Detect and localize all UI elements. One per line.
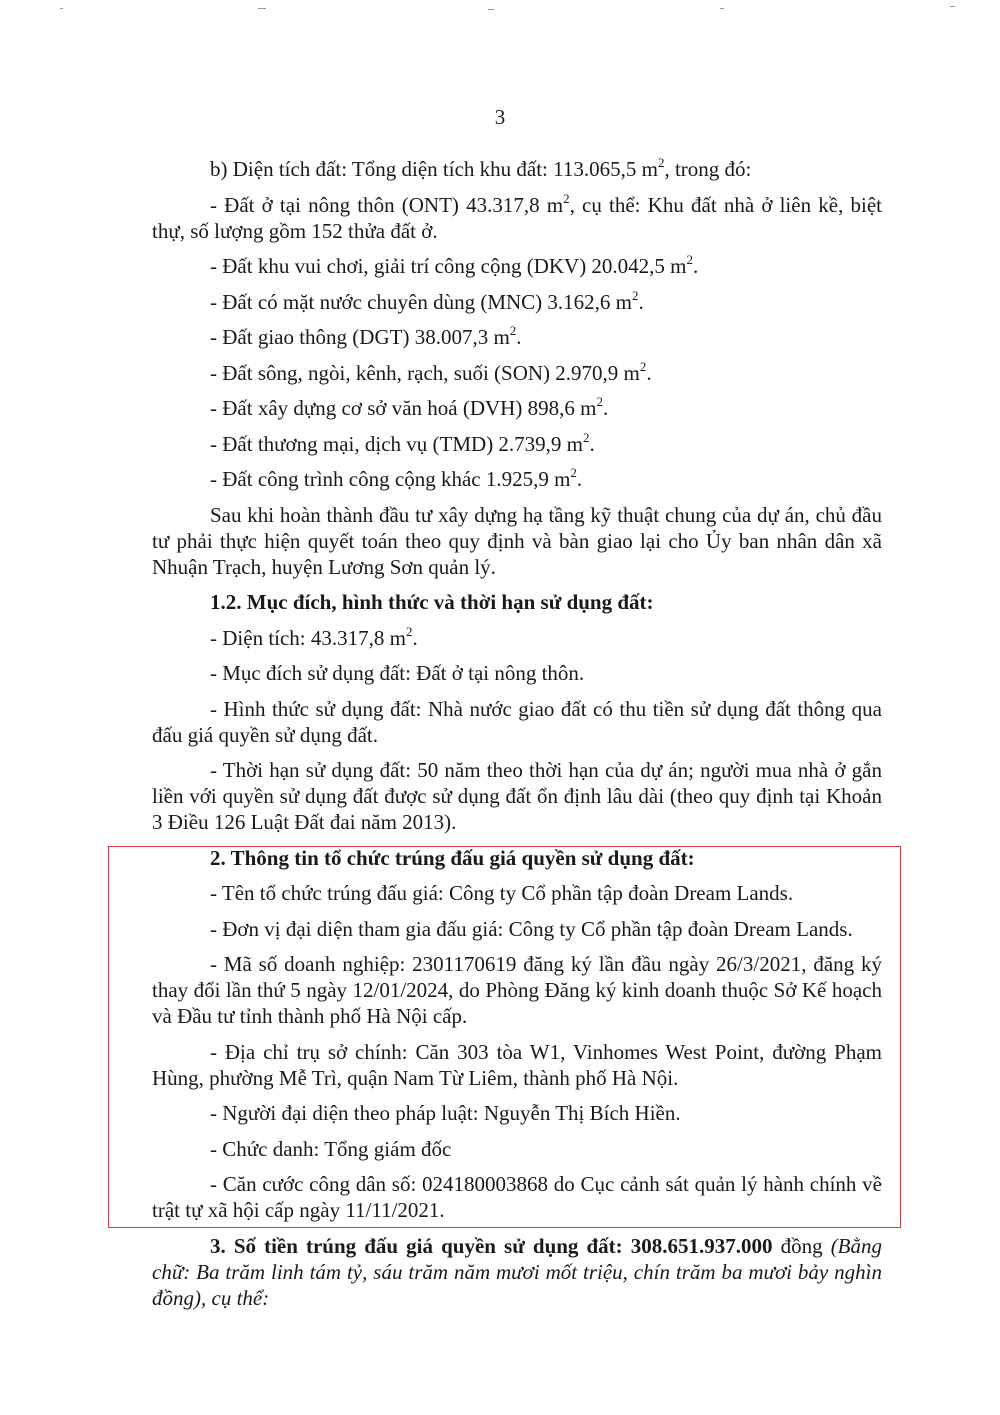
paragraph-son: - Đất sông, ngòi, kênh, rạch, suối (SON) 2.970,9 $m^2$. bbox=[210, 358, 652, 385]
paragraph-form: - Hình thức sử dụng đất: Nhà nước giao đất có thu tiền sử dụng đất thông qua đấu giá quyền sử dụng đất. bbox=[152, 696, 882, 747]
paragraph-public-works: - Đất công trình công cộng khác 1.925,9 $m^2$. bbox=[210, 465, 583, 491]
body-text bbox=[152, 156, 882, 1320]
paragraph-citizen-id: - Căn cước công dân số: 024180003868 do Cục cảnh sát quản lý hành chính về trật tự xã hội cấp ngày 11/11/2021. bbox=[152, 1172, 882, 1222]
paragraph-dvh: - Đất xây dựng cơ sở văn hoá (DVH) 898,6 $m^2$. bbox=[210, 394, 609, 420]
paragraph-purpose: - Mục đích sử dụng đất: Đất ở tại nông thôn. bbox=[210, 661, 585, 685]
paragraph-address: - Địa chỉ trụ sở chính: Căn 303 tòa W1, Vinhomes West Point, đường Phạm Hùng, phường Mễ Trì, quận Nam Từ Liêm, thành phố Hà Nội. bbox=[152, 1039, 882, 1090]
paragraph-handover: Sau khi hoàn thành đầu tư xây dựng hạ tầng kỹ thuật chung của dự án, chủ đầu tư phải thực hiện quyết toán theo quy định và bàn giao lại cho Ủy ban nhân dân xã Nhuận Trạch, huyện Lương Sơn quản lý. bbox=[152, 502, 882, 579]
page-number: 3 bbox=[494, 105, 506, 129]
paragraph-position: - Chức danh: Tổng giám đốc bbox=[210, 1136, 452, 1161]
paragraph-dgt: - Đất giao thông (DGT) 38.007,3 $m^2$. bbox=[210, 323, 522, 349]
scan-speck bbox=[60, 8, 63, 9]
paragraph-legal-rep: - Người đại diện theo pháp luật: Nguyễn Thị Bích Hiền. bbox=[210, 1101, 681, 1125]
paragraph-term: - Thời hạn sử dụng đất: 50 năm theo thời hạn của dự án; người mua nhà ở gắn liền với quyền sử dụng đất được sử dụng đất ổn định lâu dài (theo quy định tại Khoản 3 Điều 126 Luật Đất đai năm 2013). bbox=[152, 758, 882, 834]
paragraph-tmd: - Đất thương mại, dịch vụ (TMD) 2.739,9 $m^2$. bbox=[210, 429, 595, 456]
scan-speck bbox=[720, 8, 724, 9]
heading-2: 2. Thông tin tổ chức trúng đấu giá quyền sử dụng đất: bbox=[210, 845, 695, 870]
paragraph-representative-unit: - Đơn vị đại diện tham gia đấu giá: Công ty Cổ phần tập đoàn Dream Lands. bbox=[210, 916, 853, 941]
scan-speck bbox=[488, 9, 494, 10]
paragraph-winner-name: - Tên tổ chức trúng đấu giá: Công ty Cổ phần tập đoàn Dream Lands. bbox=[210, 881, 794, 905]
paragraph-dkv: - Đất khu vui chơi, giải trí công cộng (DKV) 20.042,5 $m^2$. bbox=[210, 252, 699, 278]
heading-1-2: 1.2. Mục đích, hình thức và thời hạn sử dụng đất: bbox=[210, 590, 654, 614]
scan-speck bbox=[258, 8, 266, 9]
paragraph-area-total: b) Diện tích đất: Tổng diện tích khu đất: 113.065,5 $m^2$, trong đó: bbox=[210, 155, 752, 181]
paragraph-business-code: - Mã số doanh nghiệp: 2301170619 đăng ký lần đầu ngày 26/3/2021, đăng ký thay đổi lần thứ 5 ngày 12/01/2024, do Phòng Đăng ký kinh doanh thuộc Sở Kế hoạch và Đầu tư tỉnh thành phố Hà Nội cấp. bbox=[152, 952, 882, 1028]
paragraph-area: - Diện tích: 43.317,8 $m^2$. bbox=[210, 623, 418, 650]
scan-speck bbox=[950, 6, 955, 7]
paragraph-mnc: - Đất có mặt nước chuyên dùng (MNC) 3.162,6 $m^2$. bbox=[210, 287, 644, 314]
paragraph-amount: 3. Số tiền trúng đấu giá quyền sử dụng đất: 308.651.937.000 đồng (Bằng chữ: Ba trăm linh tám tỷ, sáu trăm năm mươi mốt triệu, chín trăm ba mươi bảy nghìn đồng), cụ thể: bbox=[152, 1233, 883, 1310]
paragraph-ont: - Đất ở tại nông thôn (ONT) 43.317,8 $m^2$, cụ thể: Khu đất nhà ở liên kề, biệt thự, số lượng gồm 152 thửa đất ở. bbox=[152, 190, 882, 243]
